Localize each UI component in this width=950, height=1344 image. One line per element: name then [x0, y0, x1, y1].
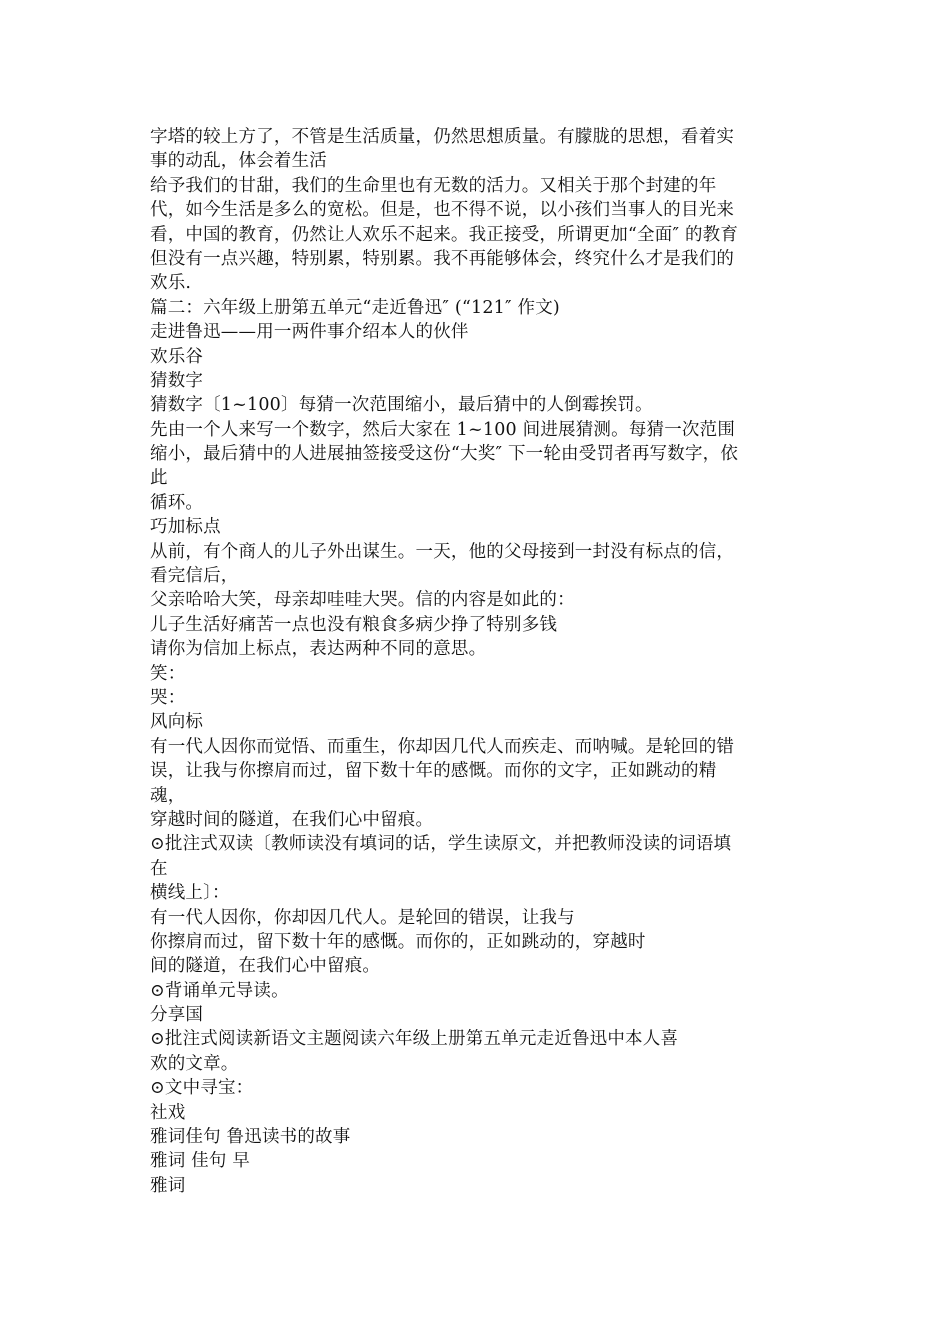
section-heading: 分享国 — [150, 1005, 204, 1026]
text-line: 魂， — [150, 785, 186, 806]
text-line: 有一代人因你而觉悟、而重生，你却因几代人而疾走、而呐喊。是轮回的错 — [150, 736, 735, 757]
text-line: 走进鲁迅——用一两件事介绍本人的伙伴 — [150, 322, 469, 343]
text-line: ⊙批注式阅读新语文主题阅读六年级上册第五单元走近鲁迅中本人喜 — [150, 1029, 679, 1050]
text-line: 给予我们的甘甜，我们的生命里也有无数的活力。又相关于那个封建的年 — [150, 175, 717, 196]
section-heading: 巧加标点 — [150, 517, 221, 538]
section-heading: 猜数字 — [150, 370, 204, 391]
text-line: ⊙批注式双读〔教师读没有填词的话，学生读原文，并把教师没读的词语填 — [150, 834, 732, 855]
text-line: ⊙背诵单元导读。 — [150, 980, 289, 1001]
section-heading: 欢乐谷 — [150, 346, 204, 367]
text-line: 有一代人因你，你却因几代人。是轮回的错误，让我与 — [150, 907, 575, 928]
text-line: 哭： — [150, 687, 186, 708]
text-line: 事的动乱，体会着生活 — [150, 151, 327, 172]
text-line: 请你为信加上标点，表达两种不同的意思。 — [150, 639, 487, 660]
text-line: 儿子生活好痛苦一点也没有粮食多病少挣了特别多钱 — [150, 614, 558, 635]
text-line: 循环。 — [150, 492, 204, 513]
text-line: 父亲哈哈大笑，母亲却哇哇大哭。信的内容是如此的： — [150, 590, 575, 611]
text-line: ⊙文中寻宝： — [150, 1078, 254, 1099]
text-line: 字塔的较上方了，不管是生活质量，仍然思想质量。有朦胧的思想，看着实 — [150, 127, 735, 147]
text-line: 欢乐. — [150, 273, 192, 294]
text-line: 笑： — [150, 663, 186, 684]
text-line: 雅词佳句 鲁迅读书的故事 — [150, 1127, 351, 1148]
text-line: 先由一个人来写一个数字，然后大家在 1~100 间进展猜测。每猜一次范围 — [150, 419, 736, 440]
text-line: 雅词 — [150, 1175, 186, 1196]
text-line: 从前，有个商人的儿子外出谋生。一天，他的父母接到一封没有标点的信， — [150, 541, 735, 562]
text-line: 但没有一点兴趣，特别累，特别累。我不再能够体会，终究什么才是我们的 — [150, 248, 735, 269]
text-line: 猜数字〔1~100〕每猜一次范围缩小，最后猜中的人倒霉挨罚。 — [150, 395, 653, 416]
text-line: 横线上〕： — [150, 883, 230, 904]
text-line: 在 — [150, 858, 168, 879]
section-heading: 篇二：六年级上册第五单元“走近鲁迅″ (“121″ 作文) — [150, 297, 560, 318]
text-line: 代，如今生活是多么的宽松。但是，也不得不说，以小孩们当事人的目光来 — [150, 200, 735, 221]
text-line: 间的隧道，在我们心中留痕。 — [150, 956, 381, 977]
section-heading: 风向标 — [150, 712, 204, 733]
text-line: 社戏 — [150, 1102, 186, 1123]
text-line: 看完信后， — [150, 566, 239, 587]
text-line: 看，中国的教育，仍然让人欢乐不起来。我正接受，所谓更加“全面″ 的教育 — [150, 224, 739, 245]
text-line: 雅词 佳句 早 — [150, 1151, 251, 1172]
text-line: 穿越时间的隧道，在我们心中留痕。 — [150, 809, 434, 830]
text-line: 缩小，最后猜中的人进展抽签接受这份“大奖″ 下一轮由受罚者再写数字，依 — [150, 444, 739, 465]
text-line: 欢的文章。 — [150, 1053, 239, 1074]
text-line: 你擦肩而过，留下数十年的感慨。而你的，正如跳动的，穿越时 — [150, 931, 646, 952]
text-line: 误，让我与你擦肩而过，留下数十年的感慨。而你的文字，正如跳动的精 — [150, 761, 717, 782]
text-line: 此 — [150, 468, 168, 489]
document-body — [150, 125, 800, 1198]
